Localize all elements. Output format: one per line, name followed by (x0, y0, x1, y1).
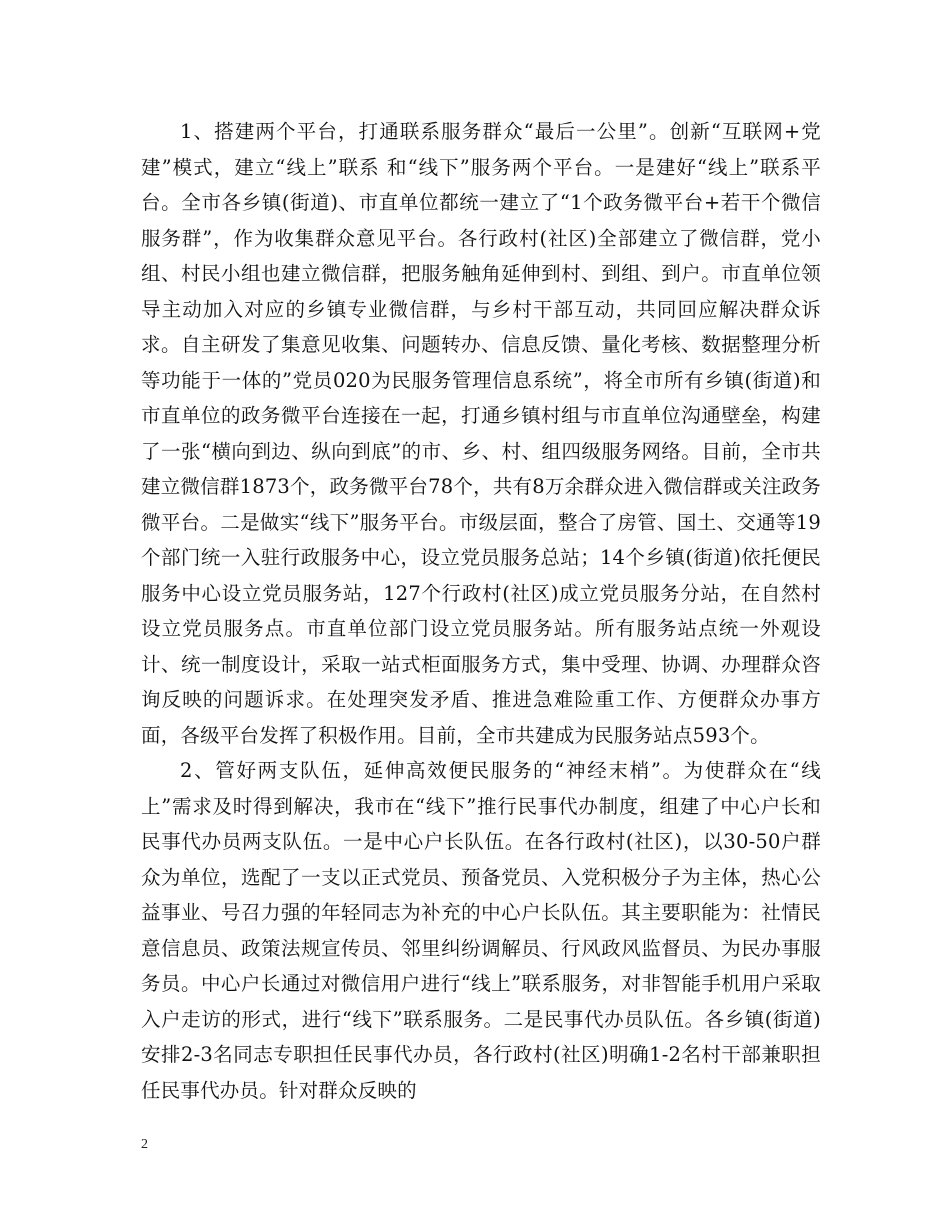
paragraph-2: 2、管好两支队伍，延伸高效便民服务的“神经末梢”。为使群众在“线上”需求及时得到解决，我市在“线下”推行民事代办制度，组建了中心户长和民事代办员两支队伍。一是中心户长队伍。在各行政村(社区)，以30-50户群众为单位，选配了一支以正式党员、预备党员、入党积极分子为主体，热心公益事业、号召力强的年轻同志为补充的中心户长队伍。其主要职能为：社情民意信息员、政策法规宣传员、邻里纠纷调解员、行风政风监督员、为民办事服务员。中心户长通过对微信用户进行“线上”联系服务，对非智能手机用户采取入户走访的形式，进行“线下”联系服务。二是民事代办员队伍。各乡镇(街道)安排2-3名同志专职担任民事代办员，各行政村(社区)明确1-2名村干部兼职担任民事代办员。针对群众反映的 (141, 759, 821, 1102)
page-number: 2 (141, 1137, 148, 1152)
document-body (141, 114, 821, 1108)
paragraph-1: 1、搭建两个平台，打通联系服务群众“最后一公里”。创新“互联网+党建”模式，建立“线上”联系 和“线下”服务两个平台。一是建好“线上”联系平台。全市各乡镇(街道)、市直单位都统一建立了“1个政务微平台+若干个微信服务群”，作为收集群众意见平台。各行政村(社区)全部建立了微信群，党小组、村民小组也建立微信群，把服务触角延伸到村、到组、到户。市直单位领导主动加入对应的乡镇专业微信群，与乡村干部互动，共同回应解决群众诉求。自主研发了集意见收集、问题转办、信息反馈、量化考核、数据整理分析等功能于一体的”党员020为民服务管理信息系统”，将全市所有乡镇(街道)和市直单位的政务微平台连接在一起，打通乡镇村组与市直单位沟通壁垒，构建了一张“横向到边、纵向到底”的市、乡、村、组四级服务网络。目前，全市共建立微信群1873个，政务微平台78个，共有8万余群众进入微信群或关注政务微平台。二是做实“线下”服务平台。市级层面，整合了房管、国土、交通等19个部门统一入驻行政服务中心，设立党员服务总站；14个乡镇(街道)依托便民服务中心设立党员服务站，127个行政村(社区)成立党员服务分站，在自然村设立党员服务点。市直单位部门设立党员服务站。所有服务站点统一外观设计、统一制度设计，采取一站式柜面服务方式，集中受理、协调、办理群众咨询反映的问题诉求。在处理突发矛盾、推进急难险重工作、方便群众办事方面，各级平台发挥了积极作用。目前，全市共建成为民服务站点593个。 (141, 120, 821, 747)
